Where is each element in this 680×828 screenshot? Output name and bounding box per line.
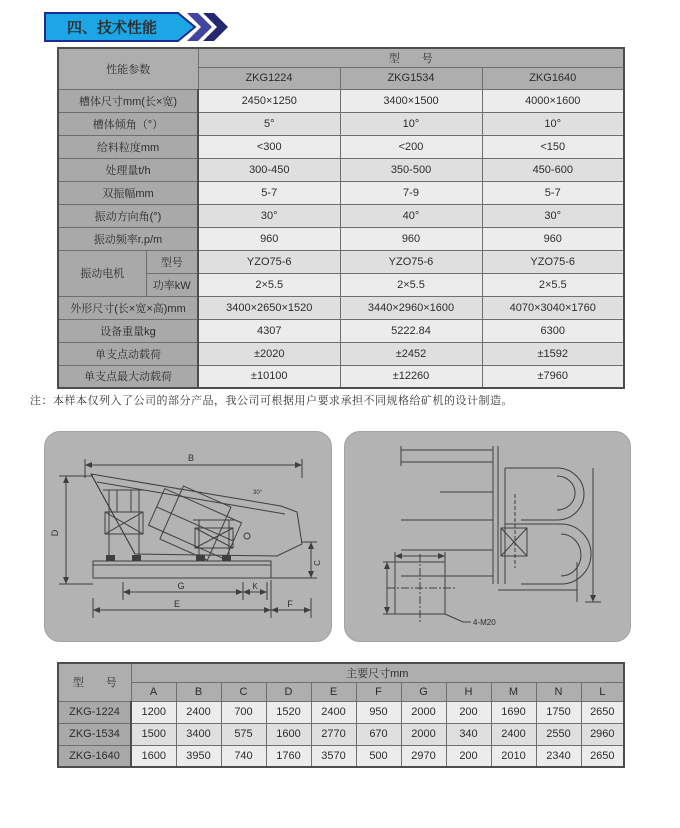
- cell-value: ±10100: [198, 365, 340, 388]
- model-header-cell: 型 号: [58, 663, 131, 701]
- cell-value: 2010: [491, 745, 536, 767]
- row-model: ZKG-1224: [58, 701, 131, 723]
- cell-value: 2400: [176, 701, 221, 723]
- cell-value: 40°: [340, 204, 482, 227]
- spec-table: [57, 47, 625, 389]
- cell-value: 740: [221, 745, 266, 767]
- cell-value: 450-600: [482, 158, 624, 181]
- cell-value: YZO75-6: [482, 250, 624, 273]
- cell-value: 1520: [266, 701, 311, 723]
- table-row: [58, 319, 624, 342]
- cell-value: 950: [356, 701, 401, 723]
- cell-value: 2400: [491, 723, 536, 745]
- cell-value: 7-9: [340, 181, 482, 204]
- column-header: C: [221, 682, 266, 701]
- cell-value: 10°: [340, 112, 482, 135]
- cell-value: 1600: [131, 745, 176, 767]
- cell-value: 1200: [131, 701, 176, 723]
- column-header: G: [401, 682, 446, 701]
- cell-value: ±7960: [482, 365, 624, 388]
- bolt-spec-label: 4-M20: [473, 618, 496, 627]
- column-header: E: [311, 682, 356, 701]
- dim-label-f: F: [287, 599, 293, 609]
- cell-value: 5222.84: [340, 319, 482, 342]
- table-row: [58, 296, 624, 319]
- cell-value: 2×5.5: [482, 273, 624, 296]
- row-label: 槽体倾角（°）: [58, 112, 198, 135]
- cell-value: ±2020: [198, 342, 340, 365]
- column-header: H: [446, 682, 491, 701]
- cell-value: 2340: [536, 745, 581, 767]
- spec-table-container: [57, 47, 625, 389]
- model-name: ZKG1534: [340, 67, 482, 89]
- row-label: 振动方向角(°): [58, 204, 198, 227]
- table-row: [58, 701, 624, 723]
- row-label: 型号: [146, 250, 198, 273]
- cell-value: 5-7: [482, 181, 624, 204]
- cell-value: 2450×1250: [198, 89, 340, 112]
- table-row: [58, 89, 624, 112]
- cell-value: 4000×1600: [482, 89, 624, 112]
- column-header: L: [581, 682, 624, 701]
- cell-value: 2400: [311, 701, 356, 723]
- banner-graphic: [44, 12, 244, 42]
- section-title: 四、技术性能: [66, 19, 158, 37]
- cell-value: 10°: [482, 112, 624, 135]
- cell-value: 2650: [581, 701, 624, 723]
- row-label: 给料粒度mm: [58, 135, 198, 158]
- cell-value: 2960: [581, 723, 624, 745]
- row-label: 功率kW: [146, 273, 198, 296]
- end-view-drawing: [345, 432, 630, 641]
- cell-value: 4070×3040×1760: [482, 296, 624, 319]
- column-header: F: [356, 682, 401, 701]
- cell-value: ±1592: [482, 342, 624, 365]
- dim-label-b: B: [187, 453, 195, 463]
- column-header: D: [266, 682, 311, 701]
- table-row: [58, 250, 624, 273]
- cell-value: 2970: [401, 745, 446, 767]
- cell-value: 2×5.5: [340, 273, 482, 296]
- row-label: 设备重量kg: [58, 319, 198, 342]
- cell-value: 2650: [581, 745, 624, 767]
- cell-value: 5-7: [198, 181, 340, 204]
- footnote-text: 注：本样本仅列入了公司的部分产品，我公司可根据用户要求承担不同规格给矿机的设计制造。: [30, 395, 513, 407]
- cell-value: 1760: [266, 745, 311, 767]
- cell-value: 340: [446, 723, 491, 745]
- cell-value: <200: [340, 135, 482, 158]
- cell-value: 200: [446, 701, 491, 723]
- cell-value: 30°: [482, 204, 624, 227]
- row-label: 槽体尺寸mm(长×宽): [58, 89, 198, 112]
- cell-value: 1690: [491, 701, 536, 723]
- cell-value: ±12260: [340, 365, 482, 388]
- model-name: ZKG1224: [198, 67, 340, 89]
- motor-group-label: 振动电机: [58, 250, 146, 296]
- table-row: [58, 112, 624, 135]
- row-label: 双振幅mm: [58, 181, 198, 204]
- cell-value: YZO75-6: [198, 250, 340, 273]
- cell-value: 500: [356, 745, 401, 767]
- row-label: 振动频率r.p/m: [58, 227, 198, 250]
- column-header: M: [491, 682, 536, 701]
- dim-label-c: C: [313, 560, 322, 566]
- dim-label-k: K: [252, 582, 258, 591]
- table-row: [58, 342, 624, 365]
- table-row: [58, 745, 624, 767]
- dim-label-g: G: [177, 581, 185, 591]
- cell-value: 670: [356, 723, 401, 745]
- drawing-panel-end-view: [344, 431, 631, 642]
- cell-value: 2000: [401, 723, 446, 745]
- cell-value: 2×5.5: [198, 273, 340, 296]
- cell-value: 2550: [536, 723, 581, 745]
- cell-value: 575: [221, 723, 266, 745]
- cell-value: 5°: [198, 112, 340, 135]
- row-label: 处理量t/h: [58, 158, 198, 181]
- cell-value: 1500: [131, 723, 176, 745]
- cell-value: 960: [198, 227, 340, 250]
- cell-value: 300-450: [198, 158, 340, 181]
- cell-value: 1750: [536, 701, 581, 723]
- section-banner: [44, 12, 244, 42]
- side-view-drawing: [45, 432, 331, 641]
- cell-value: <300: [198, 135, 340, 158]
- cell-value: 350-500: [340, 158, 482, 181]
- row-label: 单支点最大动载荷: [58, 365, 198, 388]
- drawing-panel-side-view: [44, 431, 332, 642]
- cell-value: 2000: [401, 701, 446, 723]
- cell-value: 4307: [198, 319, 340, 342]
- dims-table-container: [57, 662, 625, 768]
- column-header: A: [131, 682, 176, 701]
- row-model: ZKG-1640: [58, 745, 131, 767]
- table-row: [58, 158, 624, 181]
- cell-value: 3570: [311, 745, 356, 767]
- column-header: B: [176, 682, 221, 701]
- model-header-cell: 型 号: [198, 48, 624, 67]
- table-row: [58, 204, 624, 227]
- dim-label-e: E: [173, 599, 181, 609]
- column-header: N: [536, 682, 581, 701]
- angle-label: 30°: [253, 490, 263, 496]
- cell-value: 30°: [198, 204, 340, 227]
- table-row: [58, 365, 624, 388]
- group-header-cell: 主要尺寸mm: [131, 663, 624, 682]
- cell-value: 3440×2960×1600: [340, 296, 482, 319]
- row-label: 单支点动载荷: [58, 342, 198, 365]
- row-label: 外形尺寸(长×宽×高)mm: [58, 296, 198, 319]
- cell-value: 960: [340, 227, 482, 250]
- table-row: [58, 181, 624, 204]
- table-row: [58, 135, 624, 158]
- cell-value: 3400×2650×1520: [198, 296, 340, 319]
- cell-value: 200: [446, 745, 491, 767]
- cell-value: 700: [221, 701, 266, 723]
- table-row: [58, 723, 624, 745]
- cell-value: 2770: [311, 723, 356, 745]
- cell-value: 1600: [266, 723, 311, 745]
- cell-value: 3400: [176, 723, 221, 745]
- dim-label-d: D: [50, 529, 60, 537]
- model-name: ZKG1640: [482, 67, 624, 89]
- param-header-cell: 性能参数: [58, 48, 198, 89]
- cell-value: 960: [482, 227, 624, 250]
- dims-table: [57, 662, 625, 768]
- cell-value: ±2452: [340, 342, 482, 365]
- cell-value: 6300: [482, 319, 624, 342]
- cell-value: YZO75-6: [340, 250, 482, 273]
- cell-value: 3950: [176, 745, 221, 767]
- row-model: ZKG-1534: [58, 723, 131, 745]
- table-row: [58, 227, 624, 250]
- cell-value: 3400×1500: [340, 89, 482, 112]
- cell-value: <150: [482, 135, 624, 158]
